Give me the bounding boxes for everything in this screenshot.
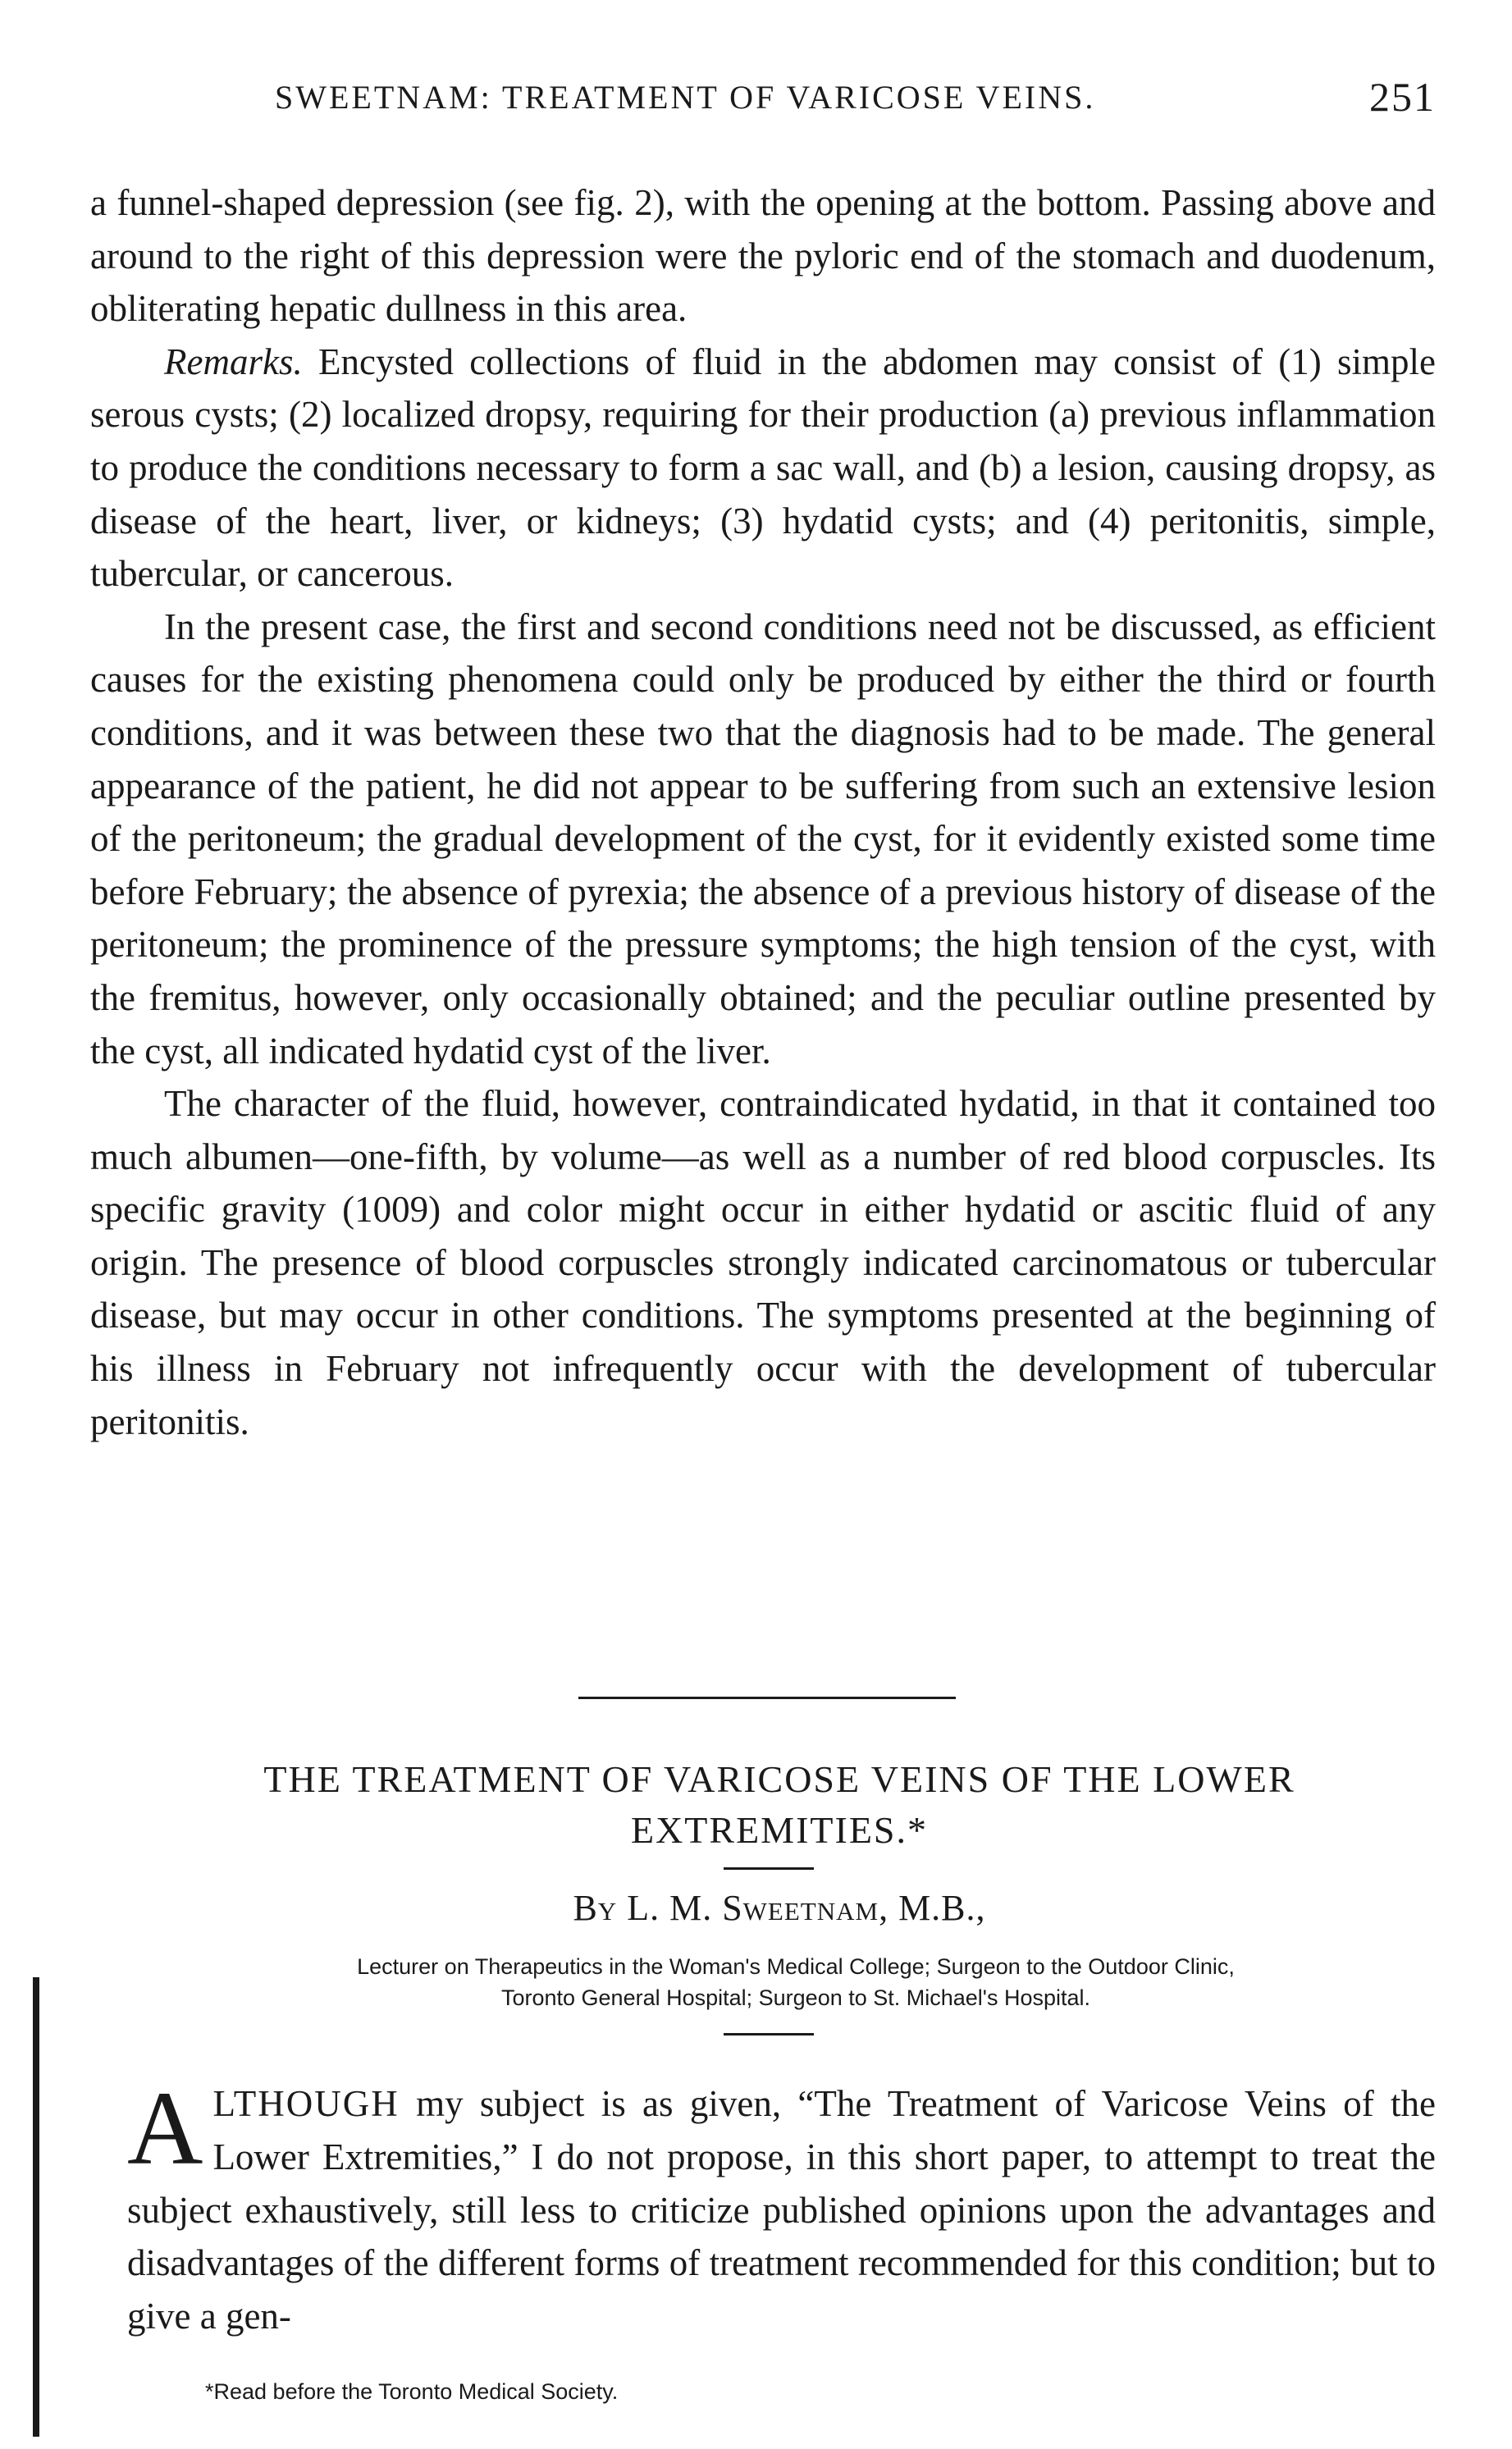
affiliation-line2: Toronto General Hospital; Surgeon to St. Michael's Hospital.: [500, 1985, 1091, 2010]
affiliation-rule: [724, 2033, 814, 2036]
remarks-label: Remarks.: [164, 340, 303, 382]
affiliation-line1: Lecturer on Therapeutics in the Woman's Medical College; Surgeon to the Outdoor Clinic,: [357, 1954, 1235, 1979]
opening-paragraph: [127, 2070, 1436, 2343]
section-divider: [578, 1697, 956, 1699]
paragraph-remarks: [90, 336, 1436, 601]
running-title: SWEETNAM: TREATMENT OF VARICOSE VEINS.: [275, 79, 1096, 116]
footnote: *Read before the Toronto Medical Society.: [205, 2379, 619, 2404]
article-body: [127, 2070, 1436, 2343]
margin-mark: [33, 1977, 39, 2437]
paragraph-continuation: a funnel-shaped depression (see fig. 2), with the opening at the bottom. Passing above and around to the right of this depression were the pyloric end of the stomach and duodenum, obliterating hepatic dullness in this area.: [90, 182, 1436, 330]
opening-text: my subject is as given, “The Treatment of Varicose Veins of the Lower Extremities,” I do not propose, in this short paper, to attempt to treat the subject exhaustively, still less to criticize published opinions upon the advantages and disadvantages of the different forms of treatment recommended for this condition; but to give a gen-: [127, 2083, 1436, 2337]
byline: [115, 1887, 1444, 1929]
first-word: LTHOUGH: [212, 2083, 400, 2124]
article-title: [115, 1754, 1444, 1856]
prior-article-text: [90, 176, 1436, 1448]
running-header: [90, 74, 1436, 127]
title-rule: [724, 1867, 814, 1870]
paragraph-fluid-character: The character of the fluid, however, contraindicated hydatid, in that it contained too much albumen—one-fifth, by volume—as well as a number of red blood corpuscles. Its specific gravity (1009) and color might occur in either hydatid or ascitic fluid of any origin. The presence of blood corpuscles strongly indicated carcinomatous or tubercular disease, but may occur in other conditions. The symptoms presented at the beginning of his illness in February not infrequently occur with the development of tubercular peritonitis.: [90, 1083, 1436, 1442]
author-name: L. M. Sweetnam, M.B.,: [627, 1888, 986, 1928]
remarks-text: Encysted collections of fluid in the abdomen may consist of (1) simple serous cysts; (2) localized dropsy, requiring for their production (a) previous inflammation to produce the conditions necessary to form a sac wall, and (b) a lesion, causing dropsy, as disease of the heart, liver, or kidneys; (3) hydatid cysts; and (4) peritonitis, simple, tubercular, or cancerous.: [90, 340, 1436, 595]
article-title-line2: EXTREMITIES.*: [630, 1809, 928, 1851]
page-number: 251: [1369, 74, 1436, 120]
author-affiliation: [148, 1951, 1444, 2013]
byline-prefix: By: [573, 1888, 618, 1928]
article-title-line1: THE TREATMENT OF VARICOSE VEINS OF THE LOWER: [263, 1758, 1295, 1800]
paragraph-diagnosis: In the present case, the first and second conditions need not be discussed, as efficient causes for the existing phenomena could only be produced by either the third or fourth conditions, and it was between these two that the diagnosis had to be made. The general appearance of the patient, he did not appear to be suffering from such an extensive lesion of the peritoneum; the gradual development of the cyst, for it evidently existed some time before February; the absence of pyrexia; the absence of a previous history of disease of the peritoneum; the prominence of the pressure symptoms; the high tension of the cyst, with the fremitus, however, only occasionally obtained; and the peculiar outline presented by the cyst, all indicated hydatid cyst of the liver.: [90, 605, 1436, 1071]
drop-cap: A: [127, 2070, 203, 2186]
